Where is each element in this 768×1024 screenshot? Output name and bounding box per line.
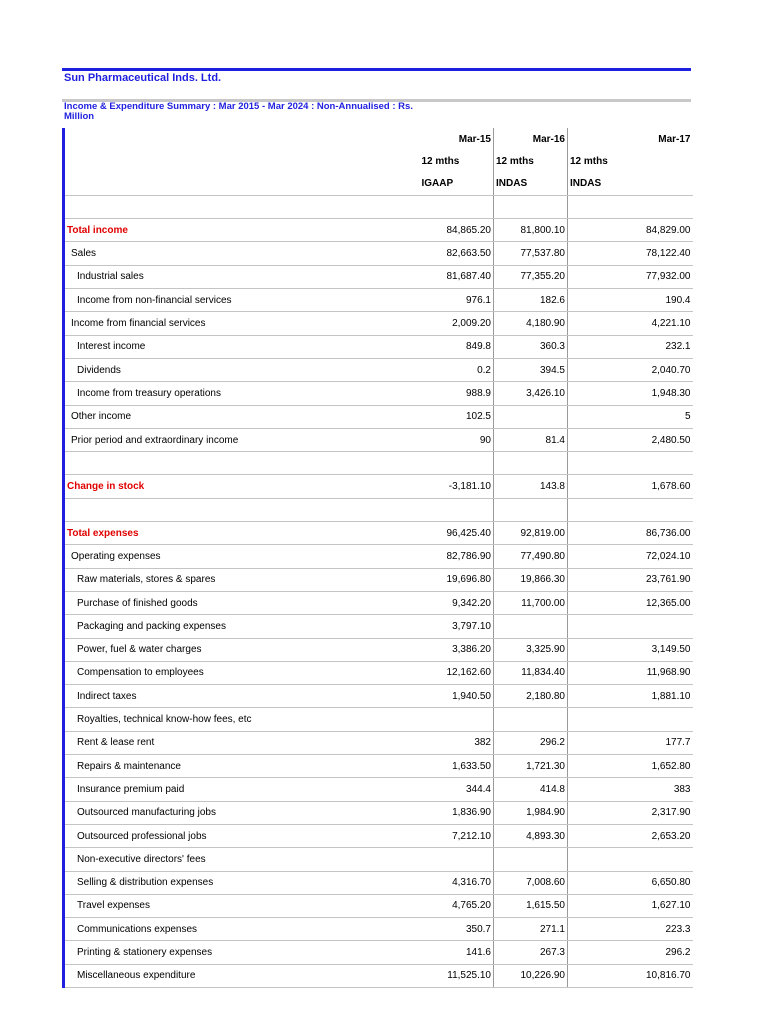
value-cell: 81,800.10 bbox=[494, 219, 568, 242]
value-cell: 271.1 bbox=[494, 918, 568, 941]
table-body bbox=[64, 128, 693, 987]
value-cell: 84,829.00 bbox=[568, 219, 693, 242]
table-row bbox=[64, 848, 693, 871]
row-label: Packaging and packing expenses bbox=[64, 615, 420, 638]
value-cell: 78,122.40 bbox=[568, 242, 693, 265]
section-row bbox=[64, 522, 693, 545]
value-cell: 2,480.50 bbox=[568, 428, 693, 451]
row-label: Selling & distribution expenses bbox=[64, 871, 420, 894]
value-cell: 9,342.20 bbox=[420, 591, 494, 614]
value-cell: 296.2 bbox=[494, 731, 568, 754]
row-label: Rent & lease rent bbox=[64, 731, 420, 754]
value-cell: 350.7 bbox=[420, 918, 494, 941]
table-row bbox=[64, 778, 693, 801]
value-cell: 177.7 bbox=[568, 731, 693, 754]
value-cell bbox=[420, 498, 494, 521]
value-cell bbox=[420, 195, 494, 218]
table-row bbox=[64, 731, 693, 754]
value-cell bbox=[568, 848, 693, 871]
value-cell: 5 bbox=[568, 405, 693, 428]
value-cell: 92,819.00 bbox=[494, 522, 568, 545]
value-cell: 2,653.20 bbox=[568, 824, 693, 847]
value-cell bbox=[420, 452, 494, 475]
row-label: Repairs & maintenance bbox=[64, 755, 420, 778]
value-cell: 4,221.10 bbox=[568, 312, 693, 335]
spacer-row bbox=[64, 498, 693, 521]
value-cell: 1,948.30 bbox=[568, 382, 693, 405]
table-row bbox=[64, 591, 693, 614]
value-cell: 10,816.70 bbox=[568, 964, 693, 987]
value-cell: 77,537.80 bbox=[494, 242, 568, 265]
table-row bbox=[64, 638, 693, 661]
value-cell: 102.5 bbox=[420, 405, 494, 428]
section-row bbox=[64, 475, 693, 498]
value-cell: 1,615.50 bbox=[494, 894, 568, 917]
value-cell: 1,940.50 bbox=[420, 685, 494, 708]
value-cell: 1,721.30 bbox=[494, 755, 568, 778]
value-cell: 7,212.10 bbox=[420, 824, 494, 847]
header-row-months bbox=[64, 150, 693, 172]
value-cell: 82,786.90 bbox=[420, 545, 494, 568]
table-row bbox=[64, 265, 693, 288]
table-row bbox=[64, 824, 693, 847]
column-period: Mar-17 bbox=[658, 133, 691, 145]
row-label: Change in stock bbox=[64, 475, 420, 498]
value-cell: 232.1 bbox=[568, 335, 693, 358]
value-cell: 976.1 bbox=[420, 289, 494, 312]
table-row bbox=[64, 405, 693, 428]
table-row bbox=[64, 615, 693, 638]
row-label: Interest income bbox=[64, 335, 420, 358]
value-cell: 2,040.70 bbox=[568, 358, 693, 381]
value-cell bbox=[494, 708, 568, 731]
value-cell: 849.8 bbox=[420, 335, 494, 358]
value-cell: 0.2 bbox=[420, 358, 494, 381]
row-label: Income from non-financial services bbox=[64, 289, 420, 312]
value-cell bbox=[494, 452, 568, 475]
column-standard: IGAAP bbox=[420, 173, 494, 196]
value-cell: 81,687.40 bbox=[420, 265, 494, 288]
column-months: 12 mths bbox=[420, 150, 494, 172]
value-cell: 1,836.90 bbox=[420, 801, 494, 824]
row-label bbox=[64, 195, 420, 218]
table-row bbox=[64, 289, 693, 312]
value-cell: 4,316.70 bbox=[420, 871, 494, 894]
value-cell: 11,700.00 bbox=[494, 591, 568, 614]
header-row-period bbox=[64, 128, 693, 150]
value-cell: 1,627.10 bbox=[568, 894, 693, 917]
value-cell: 12,365.00 bbox=[568, 591, 693, 614]
value-cell: 414.8 bbox=[494, 778, 568, 801]
value-cell: 77,490.80 bbox=[494, 545, 568, 568]
value-cell bbox=[568, 708, 693, 731]
value-cell: 1,984.90 bbox=[494, 801, 568, 824]
value-cell: 988.9 bbox=[420, 382, 494, 405]
value-cell: 11,525.10 bbox=[420, 964, 494, 987]
value-cell bbox=[494, 405, 568, 428]
row-label: Prior period and extraordinary income bbox=[64, 428, 420, 451]
value-cell: 267.3 bbox=[494, 941, 568, 964]
value-cell: 1,678.60 bbox=[568, 475, 693, 498]
value-cell bbox=[494, 498, 568, 521]
value-cell: 394.5 bbox=[494, 358, 568, 381]
value-cell: 1,652.80 bbox=[568, 755, 693, 778]
header-label-cell bbox=[64, 150, 420, 172]
value-cell: 296.2 bbox=[568, 941, 693, 964]
value-cell: 72,024.10 bbox=[568, 545, 693, 568]
table-row bbox=[64, 545, 693, 568]
table-row bbox=[64, 941, 693, 964]
row-label: Non-executive directors' fees bbox=[64, 848, 420, 871]
row-label: Raw materials, stores & spares bbox=[64, 568, 420, 591]
value-cell: 86,736.00 bbox=[568, 522, 693, 545]
table-row bbox=[64, 755, 693, 778]
value-cell: 383 bbox=[568, 778, 693, 801]
column-standard: INDAS bbox=[568, 173, 693, 196]
value-cell: 84,865.20 bbox=[420, 219, 494, 242]
table-row bbox=[64, 685, 693, 708]
row-label: Outsourced professional jobs bbox=[64, 824, 420, 847]
value-cell: 19,866.30 bbox=[494, 568, 568, 591]
table-row bbox=[64, 358, 693, 381]
spacer-row bbox=[64, 452, 693, 475]
row-label: Other income bbox=[64, 405, 420, 428]
value-cell: 82,663.50 bbox=[420, 242, 494, 265]
value-cell bbox=[420, 708, 494, 731]
value-cell: 81.4 bbox=[494, 428, 568, 451]
value-cell: 360.3 bbox=[494, 335, 568, 358]
value-cell: 3,426.10 bbox=[494, 382, 568, 405]
row-label: Total income bbox=[64, 219, 420, 242]
value-cell: 1,881.10 bbox=[568, 685, 693, 708]
row-label: Outsourced manufacturing jobs bbox=[64, 801, 420, 824]
value-cell bbox=[568, 452, 693, 475]
value-cell: 23,761.90 bbox=[568, 568, 693, 591]
value-cell: 182.6 bbox=[494, 289, 568, 312]
column-months: 12 mths bbox=[570, 155, 608, 167]
table-row bbox=[64, 918, 693, 941]
value-cell bbox=[568, 615, 693, 638]
value-cell: 4,765.20 bbox=[420, 894, 494, 917]
header-label-cell bbox=[64, 173, 420, 196]
value-cell: 19,696.80 bbox=[420, 568, 494, 591]
value-cell: 3,797.10 bbox=[420, 615, 494, 638]
row-label: Operating expenses bbox=[64, 545, 420, 568]
table-row bbox=[64, 382, 693, 405]
value-cell bbox=[494, 615, 568, 638]
value-cell: 3,386.20 bbox=[420, 638, 494, 661]
value-cell: -3,181.10 bbox=[420, 475, 494, 498]
row-label: Communications expenses bbox=[64, 918, 420, 941]
value-cell: 141.6 bbox=[420, 941, 494, 964]
value-cell: 11,834.40 bbox=[494, 661, 568, 684]
value-cell: 96,425.40 bbox=[420, 522, 494, 545]
row-label: Insurance premium paid bbox=[64, 778, 420, 801]
table-row bbox=[64, 871, 693, 894]
value-cell: 10,226.90 bbox=[494, 964, 568, 987]
row-label: Income from financial services bbox=[64, 312, 420, 335]
row-label: Royalties, technical know-how fees, etc bbox=[64, 708, 420, 731]
row-label: Sales bbox=[64, 242, 420, 265]
table-row bbox=[64, 428, 693, 451]
value-cell: 4,893.30 bbox=[494, 824, 568, 847]
table-row bbox=[64, 661, 693, 684]
value-cell bbox=[568, 498, 693, 521]
header-row-standard bbox=[64, 173, 693, 196]
column-period: Mar-16 bbox=[494, 128, 568, 150]
value-cell: 7,008.60 bbox=[494, 871, 568, 894]
value-cell: 2,009.20 bbox=[420, 312, 494, 335]
value-cell bbox=[494, 195, 568, 218]
value-cell bbox=[420, 848, 494, 871]
value-cell: 2,180.80 bbox=[494, 685, 568, 708]
value-cell: 12,162.60 bbox=[420, 661, 494, 684]
row-label: Industrial sales bbox=[64, 265, 420, 288]
value-cell: 382 bbox=[420, 731, 494, 754]
table-row bbox=[64, 801, 693, 824]
value-cell: 6,650.80 bbox=[568, 871, 693, 894]
row-label: Income from treasury operations bbox=[64, 382, 420, 405]
value-cell: 344.4 bbox=[420, 778, 494, 801]
table-row bbox=[64, 312, 693, 335]
report-subtitle: Income & Expenditure Summary : Mar 2015 - Mar 2024 : Non-Annualised : Rs. Million bbox=[64, 101, 413, 122]
row-label: Total expenses bbox=[64, 522, 420, 545]
row-label: Travel expenses bbox=[64, 894, 420, 917]
value-cell: 90 bbox=[420, 428, 494, 451]
row-label: Indirect taxes bbox=[64, 685, 420, 708]
column-months: 12 mths bbox=[494, 150, 568, 172]
table-row bbox=[64, 708, 693, 731]
value-cell bbox=[494, 848, 568, 871]
row-label bbox=[64, 452, 420, 475]
section-row bbox=[64, 219, 693, 242]
value-cell: 223.3 bbox=[568, 918, 693, 941]
row-label: Printing & stationery expenses bbox=[64, 941, 420, 964]
row-label: Compensation to employees bbox=[64, 661, 420, 684]
value-cell bbox=[568, 195, 693, 218]
row-label: Purchase of finished goods bbox=[64, 591, 420, 614]
value-cell: 11,968.90 bbox=[568, 661, 693, 684]
row-label: Power, fuel & water charges bbox=[64, 638, 420, 661]
column-standard: INDAS bbox=[494, 173, 568, 196]
table-row bbox=[64, 964, 693, 987]
table-row bbox=[64, 242, 693, 265]
row-label: Dividends bbox=[64, 358, 420, 381]
header-label-cell bbox=[64, 128, 420, 150]
value-cell: 4,180.90 bbox=[494, 312, 568, 335]
row-label: Miscellaneous expenditure bbox=[64, 964, 420, 987]
value-cell: 3,149.50 bbox=[568, 638, 693, 661]
value-cell: 2,317.90 bbox=[568, 801, 693, 824]
income-expenditure-table bbox=[62, 128, 693, 988]
value-cell: 77,355.20 bbox=[494, 265, 568, 288]
report-header bbox=[62, 68, 691, 122]
company-name: Sun Pharmaceutical Inds. Ltd. bbox=[64, 72, 222, 84]
table-row bbox=[64, 894, 693, 917]
spacer-row bbox=[64, 195, 693, 218]
value-cell: 190.4 bbox=[568, 289, 693, 312]
value-cell: 143.8 bbox=[494, 475, 568, 498]
value-cell: 3,325.90 bbox=[494, 638, 568, 661]
column-period: Mar-15 bbox=[420, 128, 494, 150]
value-cell: 77,932.00 bbox=[568, 265, 693, 288]
table-row bbox=[64, 335, 693, 358]
value-cell: 1,633.50 bbox=[420, 755, 494, 778]
row-label bbox=[64, 498, 420, 521]
table-row bbox=[64, 568, 693, 591]
